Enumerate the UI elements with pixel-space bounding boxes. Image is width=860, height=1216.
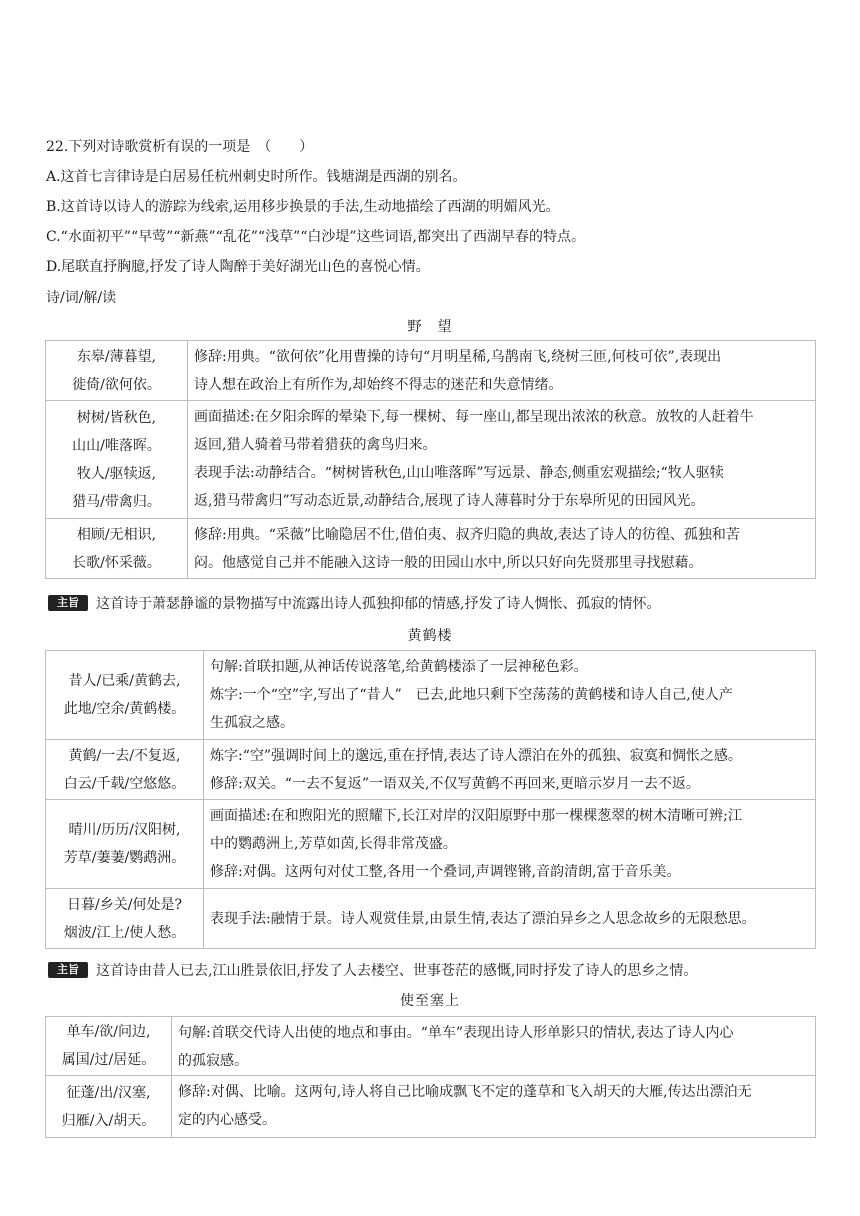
theme-badge: 主旨 [48,595,88,611]
analysis-cell [188,401,816,519]
poem-line: 此地/空余/黄鹤楼。 [63,701,186,717]
poem-analysis-table [45,650,816,949]
poem-line: 山山/唯落晖。 [72,437,161,454]
analysis-line: 的孤寂感。 [178,1053,248,1069]
poem-summary: 这首诗由昔人已去,江山胜景依旧,抒发了人去楼空、世事苍茫的感慨,同时抒发了诗人的思乡之情。 [96,963,698,979]
poem-analysis-table [45,1016,816,1138]
poem-title: 使至塞上 [400,993,460,1009]
poem-line: 归雁/入/胡天。 [61,1112,156,1129]
analysis-cell [204,740,816,800]
table-row [46,1076,816,1138]
analysis-line: 生孤寂之感。 [210,715,294,731]
analysis-line: 修辞:对偶、比喻。这两句,诗人将自己比喻成飘飞不定的蓬草和飞入胡天的大雁,传达出漂泊无 [178,1084,752,1100]
analysis-line: 画面描述:在夕阳余晖的晕染下,每一棵树、每一座山,都呈现出浓浓的秋意。放牧的人赶着牛 [194,409,754,425]
option-b: B.这首诗以诗人的游踪为线索,运用移步换景的手法,生动地描绘了西湖的明媚风光。 [46,199,560,215]
analysis-line: 修辞:对偶。这两句对仗工整,各用一个叠词,声调铿锵,音韵清朗,富于音乐美。 [210,864,681,880]
poem-line: 晴川/历历/汉阳树, [68,822,181,838]
poem-lines-cell [46,401,188,519]
table-row [46,740,816,800]
analysis-line: 句解:首联交代诗人出使的地点和事由。“单车”表现出诗人形单影只的情状,表达了诗人内心 [178,1025,734,1041]
analysis-cell [172,1076,816,1138]
poem-lines-cell [46,889,204,949]
poem-analysis-table [45,340,816,579]
analysis-line: 修辞:双关。“一去不复返”一语双关,不仅写黄鹤不再回来,更暗示岁月一去不返。 [210,776,700,792]
question-stem: 22.下列对诗歌赏析有误的一项是 （ ） [46,139,314,155]
option-d: D.尾联直抒胸臆,抒发了诗人陶醉于美好湖光山色的喜悦心情。 [46,259,430,275]
option-c: C.“水面初平”“早莺”“新燕”“乱花”“浅草”“白沙堤”这些词语,都突出了西湖早春的特点。 [46,229,585,245]
table-row [46,889,816,949]
table-row [46,1017,816,1076]
poem-line: 单车/欲/问边, [66,1024,151,1040]
analysis-line: 定的内心感受。 [178,1112,276,1128]
poem-lines-cell [46,341,188,401]
poem-line: 东皋/薄暮望, [76,348,157,365]
poem-title: 野 望 [407,319,453,335]
analysis-cell [188,519,816,579]
analysis-line: 返,猎马带禽归”写动态近景,动静结合,展现了诗人薄暮时分于东皋所见的田园风光。 [194,493,705,509]
analysis-line: 修辞:用典。“欲何依”化用曹操的诗句“月明星稀,乌鹊南飞,绕树三匝,何枝可依”,表现出 [194,349,722,365]
poem-line: 树树/皆秋色, [76,409,157,426]
poem-line: 日暮/乡关/何处是? [67,896,182,913]
poem-title: 黄鹤楼 [407,628,453,644]
analysis-line: 修辞:用典。“采薇”比喻隐居不仕,借伯夷、叔齐归隐的典故,表达了诗人的彷徨、孤独和苦 [194,527,740,543]
poem-lines-cell [46,519,188,579]
poem-line: 相顾/无相识, [76,526,157,543]
table-row [46,519,816,579]
section-heading: 诗/词/解/读 [46,290,117,306]
poem-line: 黄鹤/一去/不复返, [68,747,181,764]
analysis-line: 炼字:一个“空”字,写出了“昔人” 已去,此地只剩下空荡荡的黄鹤楼和诗人自己,使人产 [210,687,733,703]
analysis-line: 表现手法:融情于景。诗人观赏佳景,由景生情,表达了漂泊异乡之人思念故乡的无限愁思。 [210,910,756,927]
table-row [46,341,816,401]
analysis-line: 炼字:“空”强调时间上的邈远,重在抒情,表达了诗人漂泊在外的孤独、寂寞和惆怅之感。 [210,748,742,764]
poem-lines-cell [46,1017,172,1076]
poem-line: 征蓬/出/汉塞, [66,1084,151,1101]
analysis-line: 中的鹦鹉洲上,芳草如茵,长得非常茂盛。 [210,836,457,852]
poem-lines-cell [46,740,204,800]
analysis-cell [172,1017,816,1076]
option-a: A.这首七言律诗是白居易任杭州刺史时所作。钱塘湖是西湖的别名。 [46,169,467,185]
poem-line: 昔人/已乘/黄鹤去, [68,673,181,689]
analysis-cell [204,800,816,889]
poem-summary: 这首诗于萧瑟静谧的景物描写中流露出诗人孤独抑郁的情感,抒发了诗人惆怅、孤寂的情怀。 [96,596,661,612]
poem-lines-cell [46,651,204,740]
analysis-cell [188,341,816,401]
poem-line: 牧人/驱犊返, [76,465,157,482]
analysis-cell [204,889,816,949]
table-row [46,651,816,740]
poem-line: 白云/千载/空悠悠。 [63,775,186,792]
poem-line: 烟波/江上/使人愁。 [63,924,186,941]
analysis-line: 返回,猎人骑着马带着猎获的禽鸟归来。 [194,437,437,453]
analysis-line: 诗人想在政治上有所作为,却始终不得志的迷茫和失意情绪。 [194,377,563,393]
analysis-cell [204,651,816,740]
theme-badge: 主旨 [48,962,88,978]
table-row [46,401,816,519]
analysis-line: 闷。他感觉自己并不能融入这诗一般的田园山水中,所以只好向先贤那里寻找慰藉。 [194,555,703,571]
poem-line: 徙倚/欲何依。 [72,376,161,393]
poem-lines-cell [46,800,204,889]
table-row [46,800,816,889]
poem-line: 长歌/怀采薇。 [72,554,161,571]
poem-line: 属国/过/居延。 [61,1052,156,1068]
poem-line: 芳草/萋萋/鹦鹉洲。 [63,850,186,866]
analysis-line: 表现手法:动静结合。“树树皆秋色,山山唯落晖”写远景、静态,侧重宏观描绘;“牧人驱犊 [194,465,724,481]
poem-lines-cell [46,1076,172,1138]
analysis-line: 句解:首联扣题,从神话传说落笔,给黄鹤楼添了一层神秘色彩。 [210,659,588,675]
analysis-line: 画面描述:在和煦阳光的照耀下,长江对岸的汉阳原野中那一棵棵葱翠的树木清晰可辨;江 [210,808,742,824]
poem-line: 猎马/带禽归。 [72,493,161,510]
